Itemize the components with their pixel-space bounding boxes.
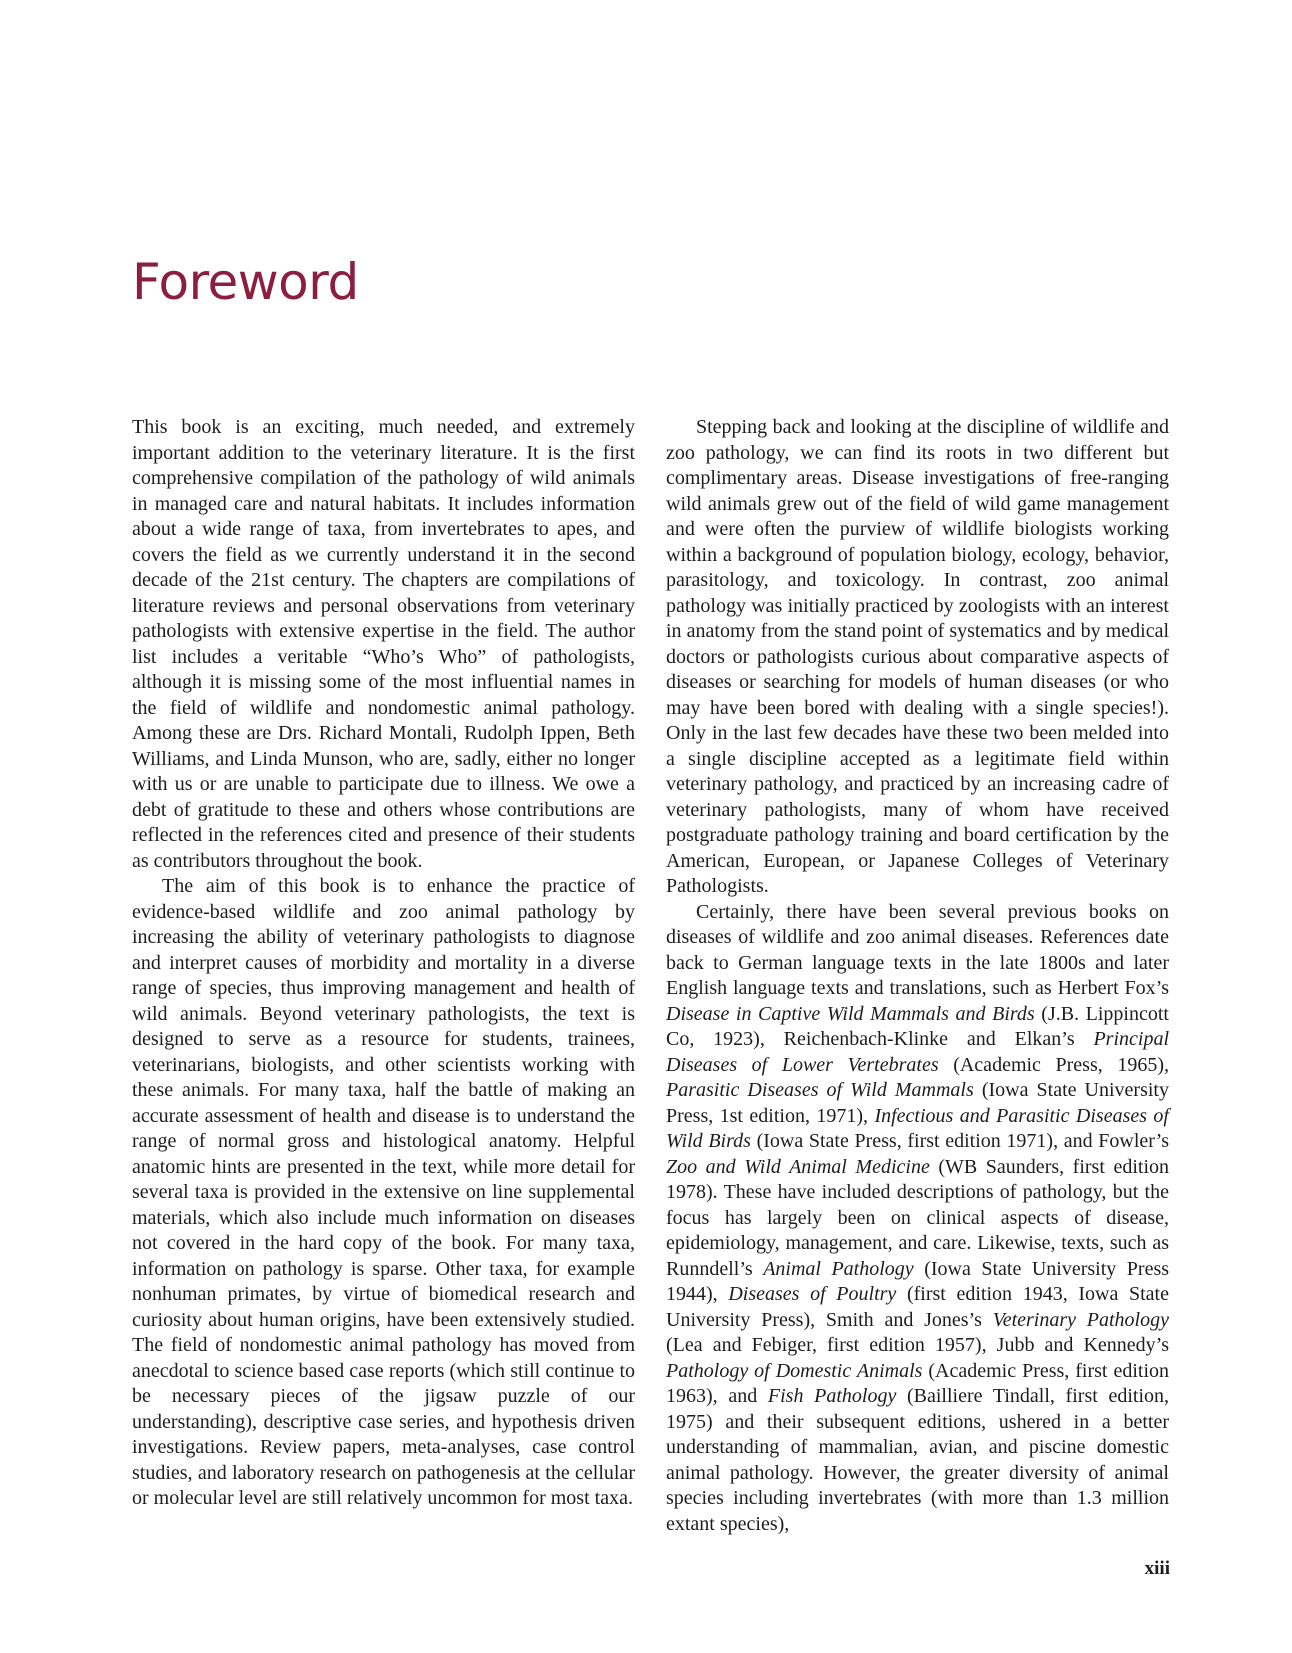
book-title: Infectious and Parasitic Diseases of Wild Birds bbox=[666, 1104, 1169, 1152]
book-title: Pathology of Domestic Animals bbox=[666, 1359, 923, 1382]
paragraph: The aim of this book is to enhance the practice of evidence-based wildlife and zoo animal pathology by increasing the ability of veterinary pathologists to diagnose and interpret causes of morbidity and mortality in a diverse range of species, thus improving management and health of wild animals. Beyond veterinary pathologists, the text is designed to serve as a resource for students, trainees, veterinarians, biologists, and other scientists working with these animals. For many taxa, half the battle of making an accurate assessment of health and disease is to understand the range of normal gross and histological anatomy. Helpful anatomic hints are presented in the text, while more detail for several taxa is provided in the extensive on line supplemental materials, which also include much information on diseases not covered in the hard copy of the book. For many taxa, information on pathology is sparse. Other taxa, for example nonhuman primates, by virtue of biomedical research and curiosity about human origins, have been extensively studied. The field of nondomestic animal pathology has moved from anecdotal to science based case reports (which still continue to be necessary pieces of the jigsaw puzzle of our understanding), descriptive case series, and hypothesis driven investigations. Review papers, meta-analyses, case control studies, and laboratory research on pathogenesis at the cellular or molecular level are still relatively uncommon for most taxa. bbox=[132, 875, 635, 1509]
text-run: (Iowa State University Press 1944), bbox=[666, 1257, 1170, 1305]
page-number: xiii bbox=[1144, 1558, 1170, 1579]
book-title: Veterinary Pathology bbox=[992, 1308, 1169, 1331]
chapter-title: Foreword bbox=[132, 253, 359, 311]
book-title: Fish Pathology bbox=[767, 1385, 897, 1407]
text-run: Certainly, there have been several previous books on diseases of wildlife and zoo animal diseases. References date back to German language texts in the late 1800s and later English language texts and translations, such as Herbert Fox’s bbox=[666, 900, 1169, 999]
paragraph bbox=[666, 900, 1169, 1538]
text-run: (Academic Press, 1965), bbox=[938, 1053, 1169, 1076]
book-title: Animal Pathology bbox=[763, 1257, 914, 1280]
book-title: Disease in Captive Wild Mammals and Birds bbox=[666, 1002, 1035, 1025]
text-run: (Academic Press, first edition 1963), and bbox=[666, 1359, 1169, 1407]
text-run: (Lea and Febiger, first edition 1957), Jubb and Kennedy’s bbox=[666, 1334, 1169, 1356]
book-title: Parasitic Diseases of Wild Mammals bbox=[666, 1079, 974, 1101]
text-run: (WB Saunders, first edition 1978). These have included descriptions of pathology, but the focus has largely been on clinical aspects of disease, epidemiology, management, and care. Likewise, texts, such as Runndell’s bbox=[666, 1155, 1169, 1280]
text-run: (Bailliere Tindall, first edition, 1975) and their subsequent editions, ushered in a better understanding of mammalian, avian, and piscine domestic animal pathology. However, the greater diversity of animal species including invertebrates (with more than 1.3 million extant species), bbox=[666, 1385, 1169, 1535]
book-title: Principal Diseases of Lower Vertebrates bbox=[666, 1028, 1169, 1076]
text-run: (Iowa State Press, first edition 1971), and Fowler’s bbox=[750, 1130, 1169, 1152]
right-column bbox=[666, 415, 1169, 1537]
book-title: Diseases of Poultry bbox=[728, 1283, 897, 1305]
text-run: (J.B. Lippincott Co, 1923), Reichenbach-Klinke and Elkan’s bbox=[666, 1002, 1169, 1050]
text-run: (Iowa State University Press, 1st edition, 1971), bbox=[666, 1079, 1169, 1127]
paragraph: Stepping back and looking at the discipline of wildlife and zoo pathology, we can find its roots in two different but complimentary areas. Disease investigations of free-ranging wild animals grew out of the field of wild game management and were often the purview of wildlife biologists working within a background of population biology, ecology, behavior, parasitology, and toxicology. In contrast, zoo animal pathology was initially practiced by zoologists with an interest in anatomy from the stand point of systematics and by medical doctors or pathologists curious about comparative aspects of diseases or searching for models of human diseases (or who may have been bored with dealing with a single species!). Only in the last few decades have these two been melded into a single discipline accepted as a legitimate field within veterinary pathology, and practiced by an increasing cadre of veterinary pathologists, many of whom have received postgraduate pathology training and board certification by the American, European, or Japanese Colleges of Veterinary Pathologists. bbox=[666, 416, 1169, 897]
left-column bbox=[132, 415, 635, 1512]
book-title: Zoo and Wild Animal Medicine bbox=[666, 1155, 930, 1178]
text-run: (first edition 1943, Iowa State University Press), Smith and Jones’s bbox=[666, 1283, 1169, 1331]
paragraph: This book is an exciting, much needed, and extremely important addition to the veterinary literature. It is the first comprehensive compilation of the pathology of wild animals in managed care and natural habitats. It includes information about a wide range of taxa, from invertebrates to apes, and covers the field as we currently understand it in the second decade of the 21st century. The chapters are compilations of literature reviews and personal observations from veterinary pathologists with extensive expertise in the field. The author list includes a veritable “Who’s Who” of pathologists, although it is missing some of the most influential names in the field of wildlife and nondomestic animal pathology. Among these are Drs. Richard Montali, Rudolph Ippen, Beth Williams, and Linda Munson, who are, sadly, either no longer with us or are unable to participate due to illness. We owe a debt of gratitude to these and others whose contributions are reflected in the references cited and presence of their students as contributors throughout the book. bbox=[132, 416, 635, 872]
